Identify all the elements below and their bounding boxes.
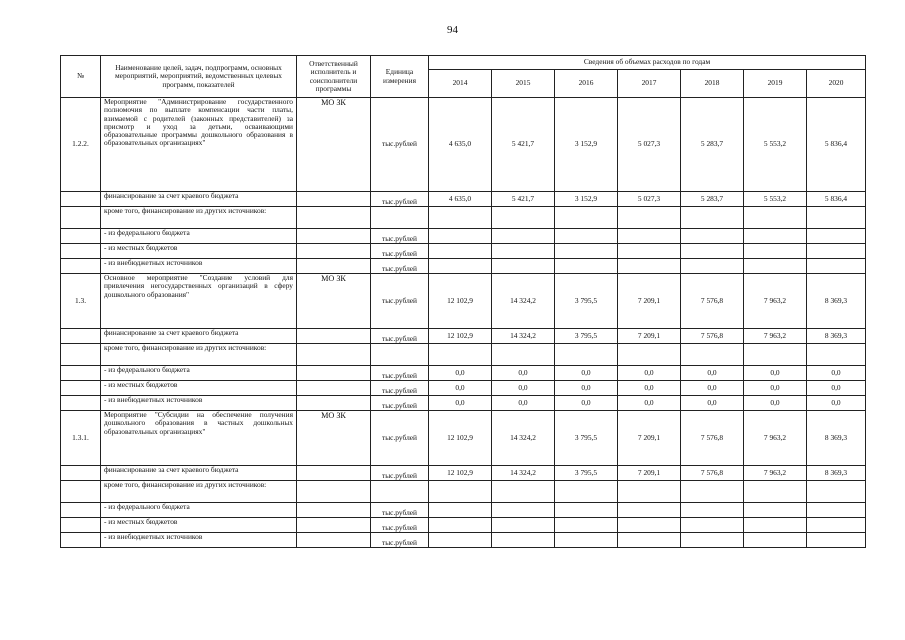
table-row: [61, 466, 866, 481]
row-value: [555, 533, 618, 548]
row-responsible: МО ЗК: [297, 411, 371, 466]
row-number: [61, 244, 101, 259]
row-value: [618, 259, 681, 274]
row-responsible: [297, 344, 371, 366]
table-row: [61, 207, 866, 229]
row-responsible: [297, 396, 371, 411]
row-value: 7 576,8: [681, 329, 744, 344]
row-value: 0,0: [744, 381, 807, 396]
row-responsible: [297, 229, 371, 244]
row-value: [555, 481, 618, 503]
row-value: 0,0: [807, 396, 866, 411]
row-value: 0,0: [429, 396, 492, 411]
row-value: 14 324,2: [492, 411, 555, 466]
row-value: [429, 503, 492, 518]
table-row: [61, 411, 866, 466]
row-value: 0,0: [492, 396, 555, 411]
row-value: 0,0: [744, 366, 807, 381]
row-name: - из внебюджетных источников: [101, 533, 297, 548]
row-value: [744, 503, 807, 518]
row-value: 14 324,2: [492, 466, 555, 481]
header-year: 2019: [744, 70, 807, 98]
row-name: кроме того, финансирование из других источников:: [101, 344, 297, 366]
row-value: [681, 344, 744, 366]
row-value: [555, 503, 618, 518]
row-value: [807, 481, 866, 503]
row-value: 0,0: [807, 366, 866, 381]
row-name: - из местных бюджетов: [101, 518, 297, 533]
row-unit: тыс.рублей: [371, 274, 429, 329]
row-number: [61, 381, 101, 396]
row-value: 0,0: [429, 381, 492, 396]
table-row: [61, 366, 866, 381]
row-number: [61, 481, 101, 503]
row-value: 0,0: [618, 381, 681, 396]
row-responsible: [297, 207, 371, 229]
row-value: 5 553,2: [744, 192, 807, 207]
row-value: [492, 259, 555, 274]
row-value: [429, 259, 492, 274]
header-name: Наименование целей, задач, подпрограмм, основных мероприятий, мероприятий, ведомственных целевых программ, показателей: [101, 56, 297, 98]
row-value: 0,0: [681, 381, 744, 396]
row-number: [61, 329, 101, 344]
row-value: 7 963,2: [744, 329, 807, 344]
row-value: 14 324,2: [492, 329, 555, 344]
table-row: [61, 381, 866, 396]
row-number: [61, 259, 101, 274]
row-number: [61, 344, 101, 366]
row-unit: тыс.рублей: [371, 229, 429, 244]
row-number: [61, 503, 101, 518]
row-value: 0,0: [744, 396, 807, 411]
row-value: 0,0: [618, 396, 681, 411]
row-value: 12 102,9: [429, 274, 492, 329]
row-value: [744, 344, 807, 366]
expenses-table: [60, 55, 866, 548]
row-value: [681, 481, 744, 503]
row-value: 3 795,5: [555, 329, 618, 344]
row-number: 1.3.1.: [61, 411, 101, 466]
row-name: Основное мероприятие "Создание условий для привлечения негосударственных организаций в сферу дошкольного образования": [101, 274, 297, 329]
row-value: 4 635,0: [429, 192, 492, 207]
row-value: [555, 259, 618, 274]
row-value: [807, 533, 866, 548]
row-value: [492, 207, 555, 229]
row-value: [744, 259, 807, 274]
row-number: [61, 366, 101, 381]
row-value: 8 369,3: [807, 466, 866, 481]
row-value: [681, 229, 744, 244]
row-responsible: [297, 518, 371, 533]
row-value: [429, 518, 492, 533]
row-value: [807, 229, 866, 244]
row-responsible: [297, 381, 371, 396]
row-unit: тыс.рублей: [371, 466, 429, 481]
row-responsible: [297, 466, 371, 481]
row-value: 0,0: [618, 366, 681, 381]
row-name: - из местных бюджетов: [101, 244, 297, 259]
row-name: кроме того, финансирование из других источников:: [101, 481, 297, 503]
row-responsible: [297, 533, 371, 548]
row-value: [681, 259, 744, 274]
row-value: 3 152,9: [555, 98, 618, 192]
row-value: 5 283,7: [681, 98, 744, 192]
header-year: 2018: [681, 70, 744, 98]
row-value: 7 576,8: [681, 274, 744, 329]
row-value: [555, 244, 618, 259]
row-value: 7 963,2: [744, 411, 807, 466]
table-row: [61, 503, 866, 518]
row-value: 0,0: [492, 366, 555, 381]
row-value: 7 209,1: [618, 329, 681, 344]
row-value: 0,0: [492, 381, 555, 396]
row-value: 0,0: [555, 396, 618, 411]
row-value: [618, 503, 681, 518]
header-year: 2020: [807, 70, 866, 98]
row-value: 0,0: [429, 366, 492, 381]
table-row: [61, 481, 866, 503]
table-body: [61, 98, 866, 548]
row-value: 8 369,3: [807, 274, 866, 329]
row-value: [492, 481, 555, 503]
row-name: Мероприятие "Субсидии на обеспечение получения дошкольного образования в частных дошкольных образовательных организациях": [101, 411, 297, 466]
header-unit: Единица измерения: [371, 56, 429, 98]
row-value: 7 963,2: [744, 274, 807, 329]
header-no: №: [61, 56, 101, 98]
row-value: [555, 518, 618, 533]
row-value: 3 795,5: [555, 411, 618, 466]
row-value: [744, 244, 807, 259]
row-value: [429, 533, 492, 548]
row-value: [618, 533, 681, 548]
row-value: [492, 229, 555, 244]
row-responsible: [297, 244, 371, 259]
row-value: 5 421,7: [492, 98, 555, 192]
row-number: [61, 518, 101, 533]
row-value: [429, 229, 492, 244]
table-row: [61, 259, 866, 274]
row-value: 12 102,9: [429, 329, 492, 344]
row-value: [492, 533, 555, 548]
row-value: 12 102,9: [429, 466, 492, 481]
row-value: 5 836,4: [807, 192, 866, 207]
row-value: 7 963,2: [744, 466, 807, 481]
row-value: [744, 229, 807, 244]
row-value: [618, 518, 681, 533]
row-value: 8 369,3: [807, 329, 866, 344]
row-value: [744, 518, 807, 533]
row-value: 0,0: [555, 366, 618, 381]
row-value: [429, 344, 492, 366]
row-value: [807, 344, 866, 366]
table-row: [61, 229, 866, 244]
row-number: [61, 396, 101, 411]
row-value: 5 553,2: [744, 98, 807, 192]
row-value: 5 027,3: [618, 192, 681, 207]
row-value: [744, 207, 807, 229]
row-value: 7 576,8: [681, 411, 744, 466]
row-name: финансирование за счет краевого бюджета: [101, 192, 297, 207]
row-responsible: [297, 366, 371, 381]
row-value: 5 836,4: [807, 98, 866, 192]
row-unit: [371, 481, 429, 503]
row-value: 3 795,5: [555, 274, 618, 329]
header-year: 2015: [492, 70, 555, 98]
row-value: [429, 207, 492, 229]
row-number: [61, 192, 101, 207]
page-number: 94: [447, 24, 458, 36]
row-unit: тыс.рублей: [371, 411, 429, 466]
table-row: [61, 244, 866, 259]
row-value: 3 795,5: [555, 466, 618, 481]
row-responsible: [297, 481, 371, 503]
row-responsible: [297, 192, 371, 207]
row-value: [492, 518, 555, 533]
row-value: [681, 533, 744, 548]
row-unit: тыс.рублей: [371, 381, 429, 396]
row-name: финансирование за счет краевого бюджета: [101, 329, 297, 344]
row-number: [61, 466, 101, 481]
row-name: финансирование за счет краевого бюджета: [101, 466, 297, 481]
row-value: 5 421,7: [492, 192, 555, 207]
row-unit: тыс.рублей: [371, 98, 429, 192]
row-unit: тыс.рублей: [371, 192, 429, 207]
row-name: - из местных бюджетов: [101, 381, 297, 396]
row-unit: [371, 344, 429, 366]
row-value: [807, 259, 866, 274]
row-value: 5 027,3: [618, 98, 681, 192]
row-unit: тыс.рублей: [371, 533, 429, 548]
row-value: [807, 503, 866, 518]
row-value: 7 209,1: [618, 274, 681, 329]
row-number: [61, 533, 101, 548]
row-value: [681, 503, 744, 518]
row-name: кроме того, финансирование из других источников:: [101, 207, 297, 229]
row-value: [555, 229, 618, 244]
header-responsible: Ответственный исполнитель и соисполнители программы: [297, 56, 371, 98]
header-expenses: Сведения об объемах расходов по годам: [429, 56, 866, 70]
table-row: [61, 274, 866, 329]
table-header: [61, 56, 866, 98]
row-value: 7 209,1: [618, 466, 681, 481]
row-name: - из внебюджетных источников: [101, 259, 297, 274]
table-row: [61, 192, 866, 207]
row-value: [492, 244, 555, 259]
row-value: [555, 344, 618, 366]
table-row: [61, 396, 866, 411]
row-name: Мероприятие "Администрирование государственного полномочия по выплате компенсации части платы, взимаемой с родителей (законных представителей) за присмотр и уход за детьми, осваивающими образовательные программы дошкольного образования в образовательных организациях": [101, 98, 297, 192]
row-value: [618, 207, 681, 229]
row-value: 0,0: [681, 396, 744, 411]
row-unit: тыс.рублей: [371, 396, 429, 411]
row-value: [807, 207, 866, 229]
row-value: [618, 244, 681, 259]
row-name: - из федерального бюджета: [101, 503, 297, 518]
header-year: 2016: [555, 70, 618, 98]
table-row: [61, 533, 866, 548]
row-value: [555, 207, 618, 229]
row-value: 5 283,7: [681, 192, 744, 207]
row-unit: тыс.рублей: [371, 329, 429, 344]
row-value: [429, 481, 492, 503]
row-value: [807, 518, 866, 533]
row-unit: тыс.рублей: [371, 259, 429, 274]
row-value: 0,0: [807, 381, 866, 396]
row-responsible: [297, 259, 371, 274]
row-unit: тыс.рублей: [371, 366, 429, 381]
row-name: - из внебюджетных источников: [101, 396, 297, 411]
row-number: [61, 207, 101, 229]
row-unit: тыс.рублей: [371, 503, 429, 518]
row-value: 7 209,1: [618, 411, 681, 466]
row-value: [492, 503, 555, 518]
table-row: [61, 344, 866, 366]
row-value: 0,0: [555, 381, 618, 396]
row-value: [681, 518, 744, 533]
row-unit: [371, 207, 429, 229]
row-value: [744, 533, 807, 548]
row-value: 4 635,0: [429, 98, 492, 192]
row-value: 0,0: [681, 366, 744, 381]
row-number: [61, 229, 101, 244]
table-row: [61, 518, 866, 533]
row-value: [618, 481, 681, 503]
row-responsible: МО ЗК: [297, 98, 371, 192]
row-number: 1.2.2.: [61, 98, 101, 192]
row-value: [429, 244, 492, 259]
row-responsible: [297, 329, 371, 344]
header-year: 2017: [618, 70, 681, 98]
row-value: 7 576,8: [681, 466, 744, 481]
table-row: [61, 329, 866, 344]
row-value: [618, 344, 681, 366]
row-value: 12 102,9: [429, 411, 492, 466]
row-responsible: [297, 503, 371, 518]
row-value: [681, 207, 744, 229]
row-value: [681, 244, 744, 259]
row-unit: тыс.рублей: [371, 244, 429, 259]
row-value: 3 152,9: [555, 192, 618, 207]
row-number: 1.3.: [61, 274, 101, 329]
row-value: [618, 229, 681, 244]
row-value: [807, 244, 866, 259]
row-value: [744, 481, 807, 503]
row-responsible: МО ЗК: [297, 274, 371, 329]
row-name: - из федерального бюджета: [101, 229, 297, 244]
header-year: 2014: [429, 70, 492, 98]
row-value: 14 324,2: [492, 274, 555, 329]
table-row: [61, 98, 866, 192]
row-name: - из федерального бюджета: [101, 366, 297, 381]
row-value: [492, 344, 555, 366]
row-value: 8 369,3: [807, 411, 866, 466]
row-unit: тыс.рублей: [371, 518, 429, 533]
